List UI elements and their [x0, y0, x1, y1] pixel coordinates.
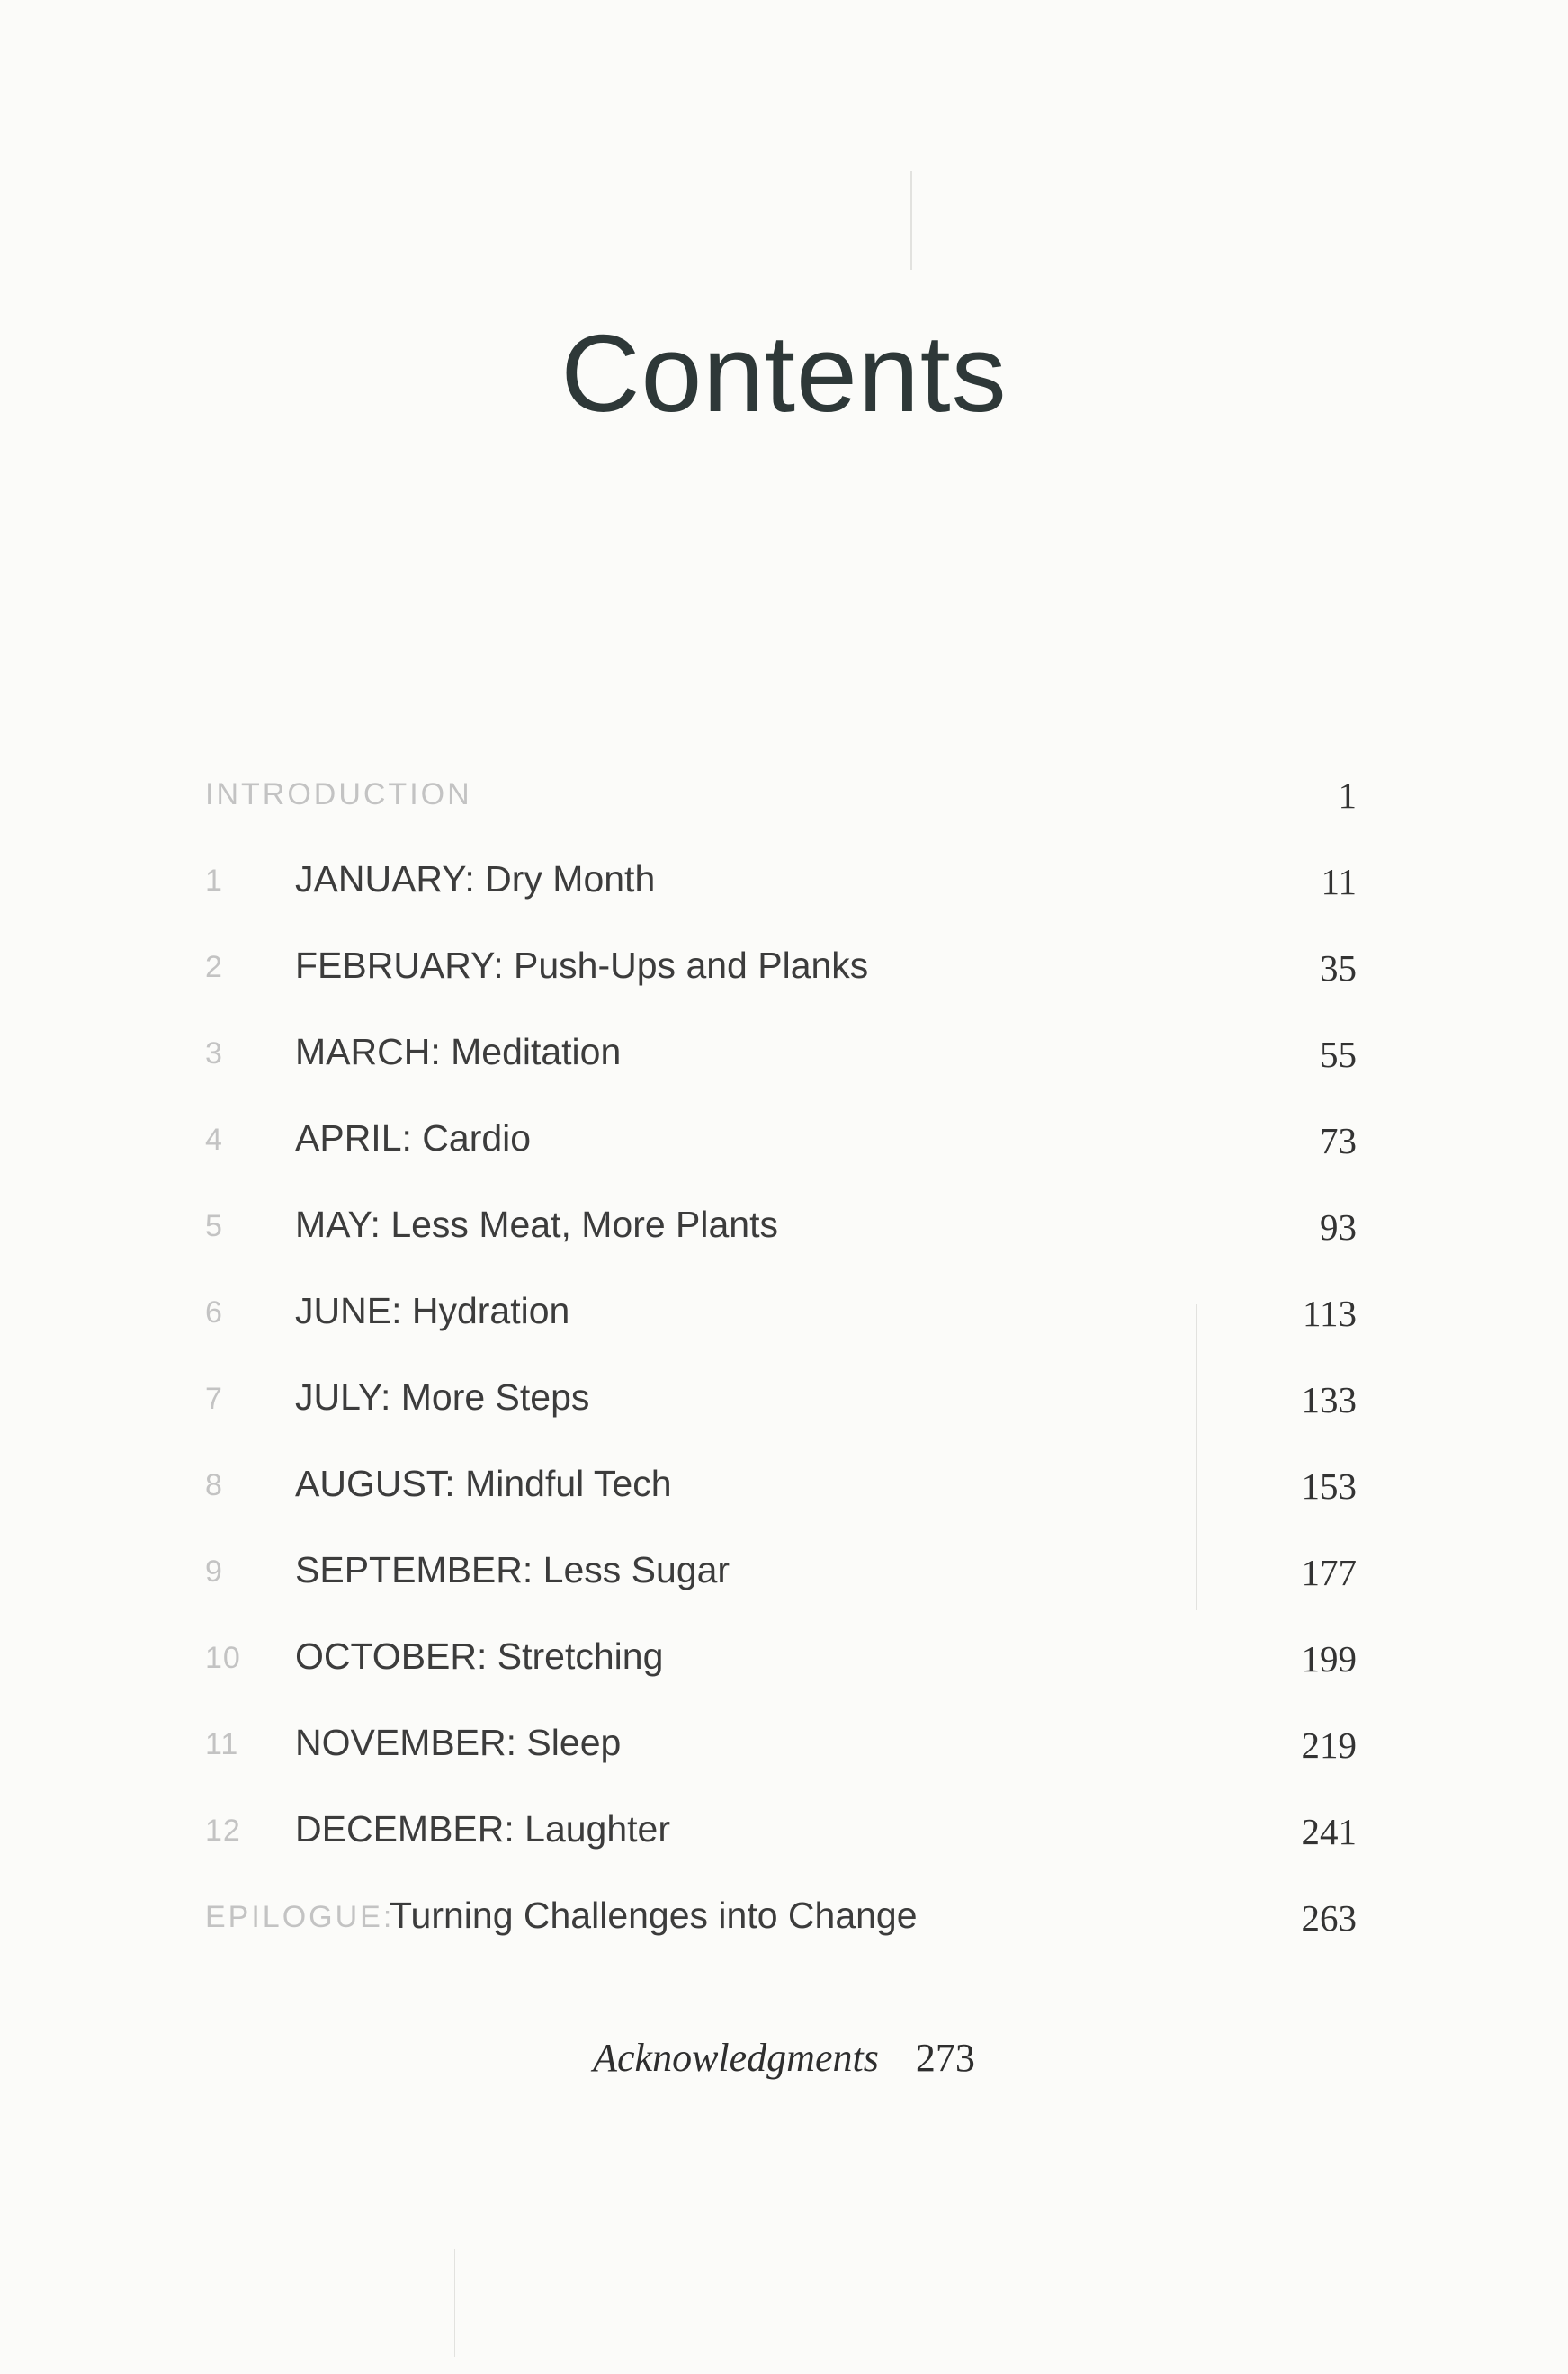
chapter-page: 73 — [1320, 1120, 1357, 1161]
toc-entry-chapter[interactable] — [205, 1196, 1357, 1259]
chapter-page: 219 — [1301, 1725, 1357, 1766]
chapter-number: 12 — [205, 1814, 241, 1848]
chapter-title: NOVEMBER: Sleep — [295, 1722, 622, 1763]
scan-artifact — [910, 171, 912, 270]
chapter-page: 93 — [1320, 1206, 1357, 1248]
epilogue-title: Turning Challenges into Change — [390, 1895, 918, 1936]
epilogue-page: 263 — [1301, 1897, 1357, 1939]
toc-entry-chapter[interactable] — [205, 1283, 1357, 1346]
chapter-page: 153 — [1301, 1465, 1357, 1507]
acknowledgments-label: Acknowledgments — [593, 2036, 879, 2080]
chapter-title: MARCH: Meditation — [295, 1031, 622, 1072]
chapter-title: JUNE: Hydration — [295, 1290, 570, 1331]
chapter-title: JANUARY: Dry Month — [295, 858, 656, 900]
scan-artifact — [1196, 1304, 1197, 1610]
chapter-number: 8 — [205, 1468, 223, 1502]
chapter-page: 35 — [1320, 947, 1357, 989]
chapter-title: AUGUST: Mindful Tech — [295, 1463, 672, 1504]
chapter-title: MAY: Less Meat, More Plants — [295, 1204, 779, 1245]
chapter-page: 241 — [1301, 1811, 1357, 1852]
toc-entry-chapter[interactable] — [205, 851, 1357, 914]
chapter-title: JULY: More Steps — [295, 1376, 590, 1418]
scan-artifact — [454, 2249, 455, 2357]
chapter-number: 3 — [205, 1036, 223, 1071]
toc-entry-chapter[interactable] — [205, 937, 1357, 1000]
chapter-page: 199 — [1301, 1638, 1357, 1680]
toc-entry-chapter[interactable] — [205, 1369, 1357, 1432]
intro-page: 1 — [1338, 775, 1357, 816]
chapter-page: 177 — [1301, 1552, 1357, 1593]
toc-entry-chapter[interactable] — [205, 1715, 1357, 1778]
chapter-page: 133 — [1301, 1379, 1357, 1420]
toc-entry-chapter[interactable] — [205, 1628, 1357, 1691]
epilogue-label: EPILOGUE: — [205, 1900, 395, 1934]
chapter-page: 113 — [1303, 1293, 1357, 1334]
chapter-title: FEBRUARY: Push-Ups and Planks — [295, 945, 869, 986]
toc-entry-chapter[interactable] — [205, 1801, 1357, 1864]
page-title: Contents — [560, 312, 1008, 434]
toc-entry-acknowledgments[interactable] — [0, 2035, 1568, 2081]
chapter-number: 11 — [205, 1727, 239, 1761]
chapter-number: 5 — [205, 1209, 223, 1243]
toc-entry-chapter[interactable] — [205, 1024, 1357, 1087]
chapter-number: 9 — [205, 1554, 223, 1589]
chapter-title: SEPTEMBER: Less Sugar — [295, 1549, 730, 1590]
chapter-page: 55 — [1320, 1034, 1357, 1075]
chapter-number: 2 — [205, 950, 223, 984]
chapter-number: 1 — [205, 864, 223, 898]
chapter-page: 11 — [1321, 861, 1357, 902]
chapter-number: 7 — [205, 1382, 223, 1416]
intro-label: INTRODUCTION — [205, 777, 472, 811]
chapter-number: 4 — [205, 1123, 223, 1157]
toc-entry-introduction[interactable] — [205, 765, 1357, 828]
chapter-number: 6 — [205, 1295, 223, 1330]
chapter-title: OCTOBER: Stretching — [295, 1635, 664, 1677]
toc-entry-chapter[interactable] — [205, 1110, 1357, 1173]
toc-entry-chapter[interactable] — [205, 1542, 1357, 1605]
toc-entry-chapter[interactable] — [205, 1456, 1357, 1518]
toc-entry-epilogue[interactable] — [205, 1887, 1357, 1950]
chapter-title: DECEMBER: Laughter — [295, 1808, 671, 1850]
chapter-number: 10 — [205, 1641, 241, 1675]
chapter-title: APRIL: Cardio — [295, 1117, 532, 1159]
acknowledgments-page: 273 — [915, 2036, 975, 2080]
